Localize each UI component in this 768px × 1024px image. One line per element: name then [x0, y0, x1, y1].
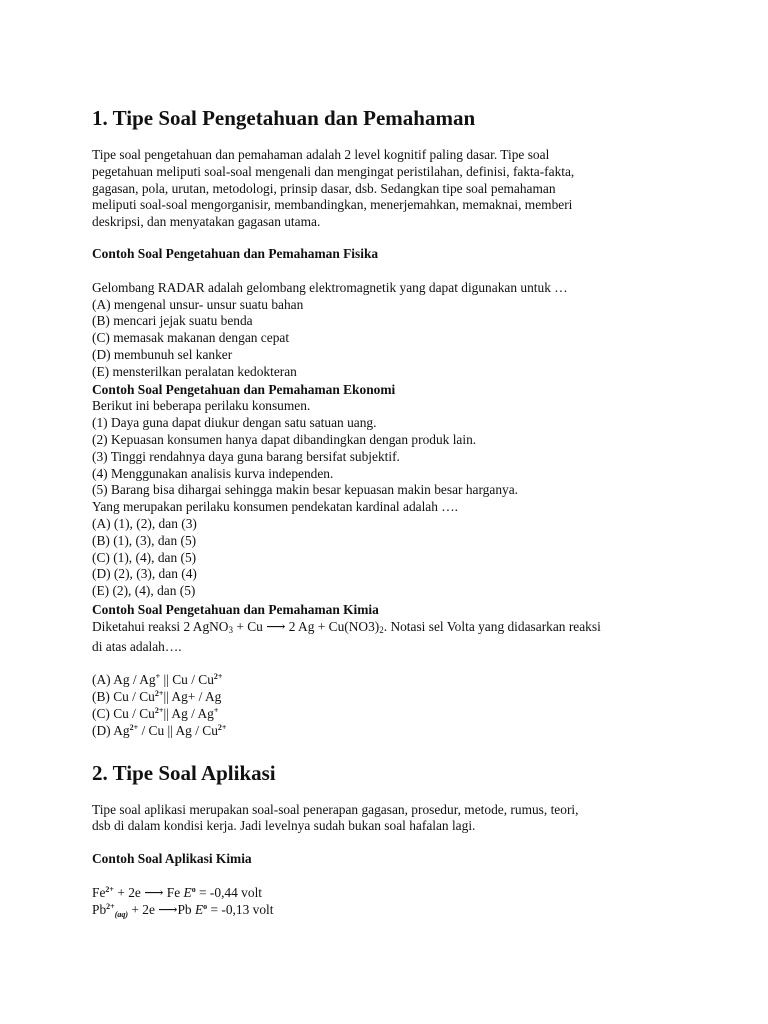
fisika-option: (A) mengenal unsur- unsur suatu bahan [92, 296, 304, 312]
section1-intro [92, 147, 682, 231]
ekonomi-line: Berikut ini beberapa perilaku konsumen. [92, 398, 311, 414]
ekonomi-option: (A) (1), (2), dan (3) [92, 515, 197, 531]
ekonomi-line: (2) Kepuasan konsumen hanya dapat dibandingkan dengan produk lain. [92, 431, 477, 447]
kimia-question-line: di atas adalah…. [92, 638, 182, 654]
ekonomi-option: (E) (2), (4), dan (5) [92, 583, 196, 599]
ekonomi-line: Yang merupakan perilaku konsumen pendekatan kardinal adalah …. [92, 499, 459, 515]
ekonomi-line: (1) Daya guna dapat diukur dengan satu satuan uang. [92, 415, 377, 431]
kimia-option-c: (C) Cu / $Cu^{2+}||$ Ag / Ag+ [92, 705, 219, 721]
ekonomi-option: (C) (1), (4), dan (5) [92, 549, 197, 565]
fisika-option: (E) mensterilkan peralatan kedokteran [92, 363, 297, 379]
section2-title: 2. Tipe Soal Aplikasi [92, 760, 276, 785]
section1-title: 1. Tipe Soal Pengetahuan dan Pemahaman [92, 106, 476, 130]
equation-fe: $Fe^{2+} + 2e$ ⟶ Fe $E^o = -0,44$ volt [92, 884, 263, 900]
intro-line: Tipe soal aplikasi merupakan soal-soal penerapan gagasan, prosedur, metode, rumus, teori, [92, 801, 579, 817]
kimia-option-d: (D) $Ag^{2+}$ / Cu || Ag / $Cu^{2+}$ [92, 722, 227, 738]
intro-line: meliputi soal-soal mengorganisir, membandingkan, menerjemahkan, memaknai, memberi [92, 197, 573, 213]
intro-line: pegetahuan meliputi soal-soal mengenali dan mengingat peristilahan, definisi, fakta-fakta, [92, 163, 575, 179]
fisika-question: Gelombang RADAR adalah gelombang elektromagnetik yang dapat digunakan untuk … [92, 279, 568, 295]
ekonomi-line: (5) Barang bisa dihargai sehingga makin besar kepuasan makin besar harganya. [92, 482, 519, 498]
intro-line: gagasan, pola, urutan, metodologi, prinsip dasar, dsb. Sedangkan tipe soal pemahaman [92, 180, 556, 196]
ekonomi-line: (3) Tinggi rendahnya daya guna barang bersifat subjektif. [92, 448, 400, 464]
fisika-question-block [92, 280, 682, 381]
intro-line: Tipe soal pengetahuan dan pemahaman adalah 2 level kognitif paling dasar. Tipe soal [92, 147, 550, 162]
ekonomi-line: (4) Menggunakan analisis kurva independen. [92, 465, 334, 481]
kimia-option-b: (B) Cu / $Cu^{2+}||$ Ag+ / Ag [92, 689, 222, 705]
fisika-option: (B) mencari jejak suatu benda [92, 313, 253, 329]
ekonomi-option: (D) (2), (3), dan (4) [92, 566, 197, 582]
fisika-option: (C) memasak makanan dengan cepat [92, 330, 290, 346]
kimia-options [92, 672, 682, 739]
kimia-question-line: Diketahui reaksi 2 AgNO3 + Cu ⟶ 2 Ag + Cu(NO3)2. Notasi sel Volta yang didasarkan reaksi [92, 618, 601, 635]
intro-line: dsb di dalam kondisi kerja. Jadi levelnya sudah bukan soal hafalan lagi. [92, 818, 476, 834]
intro-line: deskripsi, dan menyatakan gagasan utama. [92, 214, 321, 230]
aplikasi-kimia-heading: Contoh Soal Aplikasi Kimia [92, 851, 252, 867]
kimia-option-a: (A) Ag / Ag+ || Cu / $Cu^{2+}$ [92, 672, 223, 688]
ekonomi-heading: Contoh Soal Pengetahuan dan Pemahaman Ekonomi [92, 381, 396, 397]
document-content [92, 104, 682, 918]
aplikasi-kimia-equations [92, 885, 682, 919]
equation-pb: $Pb^{2+}_{(aq)} + 2e$ ⟶Pb $E^o = -0,13$ volt [92, 901, 274, 919]
fisika-heading: Contoh Soal Pengetahuan dan Pemahaman Fisika [92, 245, 379, 261]
ekonomi-option: (B) (1), (3), dan (5) [92, 532, 197, 548]
fisika-option: (D) membunuh sel kanker [92, 346, 233, 362]
kimia-question-block [92, 619, 682, 656]
kimia-heading: Contoh Soal Pengetahuan dan Pemahaman Kimia [92, 601, 379, 617]
section2-intro [92, 802, 682, 836]
ekonomi-block [92, 398, 682, 600]
